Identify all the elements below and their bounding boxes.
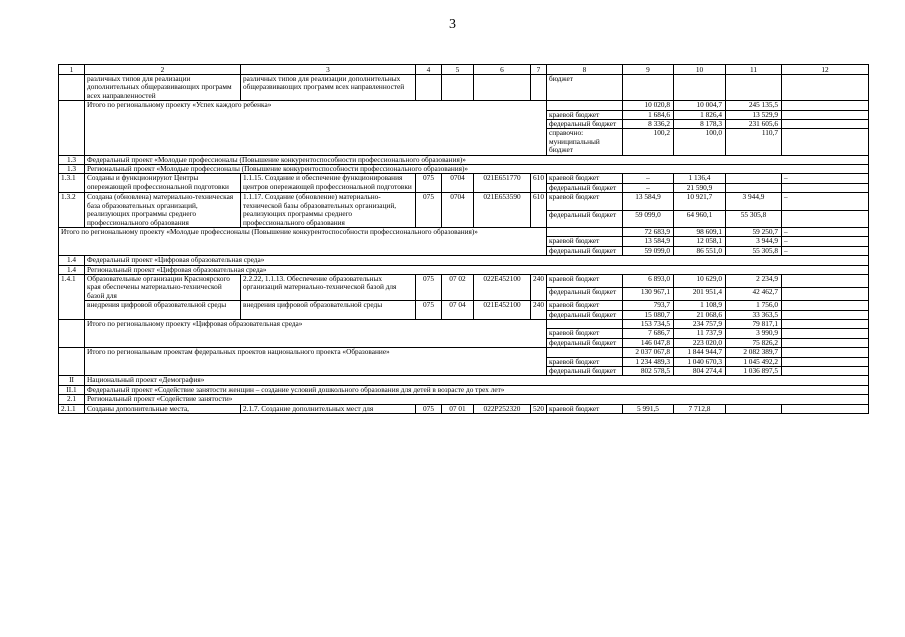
cell-value-11: 79 817,1 [726,319,782,328]
cell-budget-source [547,319,623,328]
cell-value-11: 2 234,9 [726,274,782,287]
cell-budget-source: федеральный бюджет [547,288,623,301]
total-label: Итого по региональному проекту «Цифровая образовательная среда» [85,319,547,347]
cell-value-9: 7 686,7 [623,329,674,338]
cell-value-9: 5 991,5 [623,404,674,413]
cell-value-10: 223 020,0 [674,338,726,347]
cell-num [59,348,85,376]
cell-value-10: 10 004,7 [674,101,726,110]
cell-value-12: – [782,174,869,183]
cell-value-9: 59 099,0 [623,246,674,255]
cell-num [59,319,85,347]
cell-value-10: 8 178,3 [674,120,726,129]
cell-value-12 [782,329,869,338]
table-row [59,174,869,183]
cell-col-7 [531,75,547,101]
cell-value-12 [782,404,869,413]
cell-value-11: 2 082 389,7 [726,348,782,357]
table-row [59,301,869,310]
cell-value-12 [782,210,869,227]
section-row [59,256,869,265]
cell-value-9: 2 037 067,8 [623,348,674,357]
cell-value-11: 245 135,5 [726,101,782,110]
cell-value-11: 55 305,8 [726,210,782,227]
cell-value-11: 59 250,7 [726,227,782,236]
section-row [59,385,869,394]
cell-budget-source: справочно: муниципальный бюджет [547,129,623,155]
section-number: 1.3 [59,165,85,174]
cell-value-12: – [782,246,869,255]
total-label: Итого по региональным проектам федеральных проектов национального проекта «Образование» [85,348,547,376]
column-header-3: 3 [241,65,416,75]
cell-vr: 610 [531,174,547,193]
cell-num [59,101,85,155]
section-title: Региональный проект «Молодые профессионалы (Повышение конкурентоспособности профессионального образования)» [85,165,869,174]
cell-value-10: 10 921,7 [674,193,726,210]
cell-value-10: 201 951,4 [674,288,726,301]
cell-value-11: 3 944,9 [726,237,782,246]
cell-value-9: 59 099,0 [623,210,674,227]
cell-col-6 [474,75,531,101]
cell-value-10: 12 058,1 [674,237,726,246]
cell-event-name: Образовательные организации Красноярского края обеспечены материально-технической базой для [85,274,241,300]
total-row [59,319,869,328]
total-row [59,348,869,357]
cell-value-9: 1 234 489,3 [623,357,674,366]
cell-rzpr: 0704 [442,174,474,193]
column-header-8: 8 [547,65,623,75]
cell-budget-source [547,348,623,357]
section-row [59,155,869,164]
cell-budget-source: краевой бюджет [547,174,623,183]
cell-value-9: 100,2 [623,129,674,155]
cell-csr: 021E452100 [474,301,531,320]
cell-budget-source: федеральный бюджет [547,210,623,227]
cell-value-10: 11 737,9 [674,329,726,338]
cell-value-12 [782,129,869,155]
cell-value-9: 130 967,1 [623,288,674,301]
column-header-12: 12 [782,65,869,75]
cell-grbs: 075 [416,193,442,228]
cell-measure-name: 2.2.22, 1.1.13. Обеспечение образовательных организаций материально-технической базой для [241,274,416,300]
cell-budget-source: федеральный бюджет [547,246,623,255]
section-row [59,376,869,385]
cell-value-11: 231 605,6 [726,120,782,129]
cell-value-11: 55 305,8 [726,246,782,255]
budget-table [58,64,869,414]
cell-value-9: 6 893,0 [623,274,674,287]
cell-value-9: – [623,183,674,192]
section-row [59,165,869,174]
cell-value-11: 3 944,9 [726,193,782,210]
cell-budget-source: краевой бюджет [547,193,623,210]
cell-budget-source: краевой бюджет [547,301,623,310]
total-row [59,227,869,236]
cell-value-10: 1 040 670,3 [674,357,726,366]
section-title: Региональный проект «Содействие занятости» [85,395,869,404]
cell-value-12 [782,288,869,301]
cell-budget-source: бюджет [547,75,623,101]
cell-value-9: 8 336,2 [623,120,674,129]
cell-vr: 240 [531,274,547,300]
cell-budget-source: краевой бюджет [547,404,623,413]
table-row [59,404,869,413]
section-number: 1.4 [59,265,85,274]
cell-value-10: 21 068,6 [674,310,726,319]
cell-num: 1.4.1 [59,274,85,319]
cell-value-9: 1 684,6 [623,110,674,119]
cell-value-12 [782,357,869,366]
cell-num: 1.3.1 [59,174,85,193]
cell-value-9: 15 080,7 [623,310,674,319]
cell-value-12: – [782,237,869,246]
section-number: II [59,376,85,385]
cell-budget-source: краевой бюджет [547,329,623,338]
cell-budget-source: федеральный бюджет [547,183,623,192]
cell-value-10: 64 960,1 [674,210,726,227]
cell-col-5 [442,75,474,101]
cell-value-12 [782,274,869,287]
cell-value-12 [782,338,869,347]
cell-value-12 [782,310,869,319]
column-header-10: 10 [674,65,726,75]
cell-grbs: 075 [416,301,442,320]
cell-value-11: 42 462,7 [726,288,782,301]
column-header-5: 5 [442,65,474,75]
cell-value-10: 1 844 944,7 [674,348,726,357]
cell-value-12 [782,101,869,110]
cell-value-9: – [623,174,674,183]
cell-budget-source: краевой бюджет [547,274,623,287]
cell-value-10: 7 712,8 [674,404,726,413]
header-row [59,65,869,75]
cell-col-12 [782,75,869,101]
cell-value-12 [782,367,869,376]
cell-value-11: 110,7 [726,129,782,155]
section-title: Национальный проект «Демография» [85,376,869,385]
cell-value-10: 86 551,0 [674,246,726,255]
total-label: Итого по региональному проекту «Успех каждого ребенка» [85,101,547,155]
column-header-6: 6 [474,65,531,75]
cell-event-name: Создана (обновлена) материально-техническая база образовательных организаций, реализующих программы среднего профессионального образования [85,193,241,228]
cell-num [59,75,85,101]
cell-grbs: 075 [416,174,442,193]
column-header-11: 11 [726,65,782,75]
cell-budget-source: федеральный бюджет [547,120,623,129]
cell-value-10: 804 274,4 [674,367,726,376]
page-number: 3 [449,17,456,32]
cell-value-11: 13 529,9 [726,110,782,119]
cell-grbs: 075 [416,404,442,413]
column-header-1: 1 [59,65,85,75]
column-header-2: 2 [85,65,241,75]
table-row-continuation [59,75,869,101]
cell-value-12 [782,110,869,119]
cell-col-4 [416,75,442,101]
cell-value-12 [782,120,869,129]
table-row [59,274,869,287]
cell-event-name: Созданы дополнительные места, [85,404,241,413]
cell-value-11: 33 363,5 [726,310,782,319]
cell-rzpr: 0704 [442,193,474,228]
cell-col-10 [674,75,726,101]
cell-value-12: – [782,193,869,210]
cell-csr: 021E651770 [474,174,531,193]
cell-value-10: 100,0 [674,129,726,155]
cell-rzpr: 07 02 [442,274,474,300]
cell-value-10: 10 629,0 [674,274,726,287]
cell-csr: 022E452100 [474,274,531,300]
section-title: Федеральный проект «Содействие занятости женщин – создание условий дошкольного образования для детей в возрасте до трех лет» [85,385,869,394]
cell-csr: 022P252320 [474,404,531,413]
cell-num: 1.3.2 [59,193,85,228]
cell-value-11: 75 826,2 [726,338,782,347]
cell-value-9: 793,7 [623,301,674,310]
cell-value-11: 1 756,0 [726,301,782,310]
cell-value-12 [782,319,869,328]
cell-value-11: 3 990,9 [726,329,782,338]
total-row [59,101,869,110]
cell-value-12: – [782,227,869,236]
cell-budget-source: краевой бюджет [547,110,623,119]
section-title: Федеральный проект «Цифровая образовательная среда» [85,256,869,265]
cell-measure-name: 1.1.17. Создание (обновление) материально-технической базы образовательных организаций, реализующих программы среднего профессионального образования [241,193,416,228]
cell-value-9: 153 734,5 [623,319,674,328]
cell-value-10: 234 757,9 [674,319,726,328]
cell-budget-source: федеральный бюджет [547,367,623,376]
cell-rzpr: 07 01 [442,404,474,413]
cell-value-12 [782,301,869,310]
cell-value-9: 10 020,8 [623,101,674,110]
cell-budget-source: краевой бюджет [547,237,623,246]
column-header-7: 7 [531,65,547,75]
cell-event-name: внедрения цифровой образовательной среды [85,301,241,320]
cell-value-10: 1 136,4 [674,174,726,183]
cell-measure-name: 2.1.7. Создание дополнительных мест для [241,404,416,413]
cell-value-11 [726,174,782,183]
total-label: Итого по региональному проекту «Молодые профессионалы (Повышение конкурентоспособности профессионального образования)» [59,227,547,255]
cell-budget-source: федеральный бюджет [547,310,623,319]
cell-budget-source: краевой бюджет [547,357,623,366]
cell-value-12 [782,183,869,192]
cell-csr: 021E653590 [474,193,531,228]
cell-vr: 610 [531,193,547,228]
cell-col-9 [623,75,674,101]
cell-event-name: различных типов для реализации дополнительных общеразвивающих программ всех направленностей [85,75,241,101]
cell-vr: 520 [531,404,547,413]
cell-value-11 [726,183,782,192]
cell-budget-source: федеральный бюджет [547,338,623,347]
cell-value-10: 1 108,9 [674,301,726,310]
cell-grbs: 075 [416,274,442,300]
section-number: 1.3 [59,155,85,164]
cell-value-10: 98 609,1 [674,227,726,236]
cell-value-10: 21 590,9 [674,183,726,192]
cell-num: 2.1.1 [59,404,85,413]
cell-value-9: 72 683,9 [623,227,674,236]
cell-value-9: 802 578,5 [623,367,674,376]
cell-value-10: 1 826,4 [674,110,726,119]
cell-value-11 [726,404,782,413]
section-number: 2.1 [59,395,85,404]
table-row [59,193,869,210]
section-number: II.1 [59,385,85,394]
cell-value-9: 146 047,8 [623,338,674,347]
cell-value-11: 1 036 897,5 [726,367,782,376]
section-title: Федеральный проект «Молодые профессионалы (Повышение конкурентоспособности профессионального образования)» [85,155,869,164]
cell-value-9: 13 584,9 [623,193,674,210]
cell-col-11 [726,75,782,101]
section-title: Региональный проект «Цифровая образовательная среда» [85,265,869,274]
cell-measure-name: внедрения цифровой образовательной среды [241,301,416,320]
cell-rzpr: 07 04 [442,301,474,320]
section-row [59,265,869,274]
cell-measure-name: 1.1.15. Создание и обеспечение функционирования центров опережающей профессиональной подготовки [241,174,416,193]
cell-measure-name: различных типов для реализации дополнительных общеразвивающих программ всех направленностей [241,75,416,101]
cell-value-11: 1 045 492,2 [726,357,782,366]
column-header-4: 4 [416,65,442,75]
cell-budget-source [547,101,623,110]
cell-value-12 [782,348,869,357]
cell-budget-source [547,227,623,236]
column-header-9: 9 [623,65,674,75]
cell-vr: 240 [531,301,547,320]
section-number: 1.4 [59,256,85,265]
cell-event-name: Созданы и функционируют Центры опережающей профессиональной подготовки [85,174,241,193]
section-row [59,395,869,404]
cell-value-9: 13 584,9 [623,237,674,246]
